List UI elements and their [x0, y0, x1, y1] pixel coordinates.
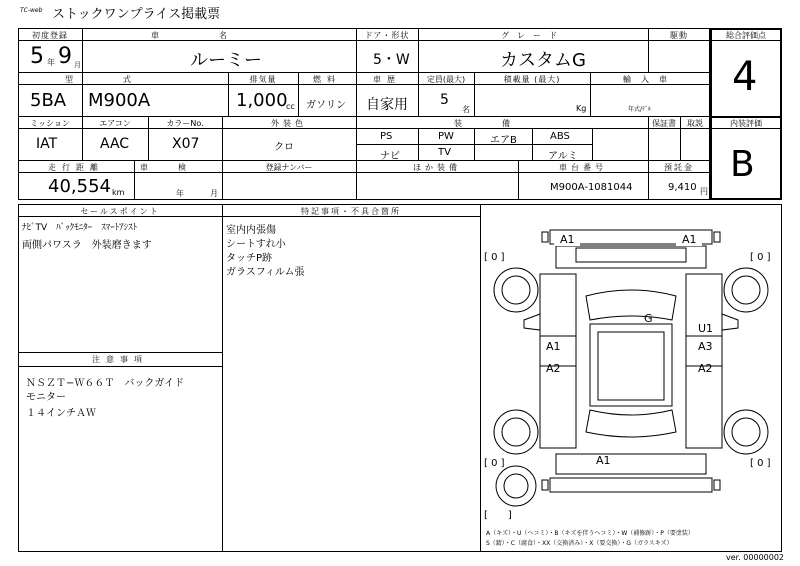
label-equipment: 装備: [454, 119, 550, 128]
special-note-line2: シートすれ小: [226, 239, 286, 250]
exterior-color: クロ: [274, 142, 294, 153]
label-door-shape: ドア・形状: [364, 31, 410, 40]
tire-rl-value: [ 0 ]: [484, 458, 505, 469]
car-name: ルーミー: [190, 50, 262, 71]
aircon: AAC: [100, 136, 130, 152]
displacement-unit: cc: [286, 102, 295, 111]
label-mission: ミッション: [30, 119, 70, 128]
label-price: 預託金: [664, 163, 694, 172]
mark-rear: A1: [596, 454, 611, 467]
equip-ab: エアB: [490, 135, 517, 146]
price: 9,410: [668, 182, 697, 193]
spare-value: [ ]: [484, 510, 512, 521]
car-diagram: [480, 216, 782, 526]
mark-right-rear-door: A2: [698, 362, 713, 375]
special-note-line3: タッチP跡: [226, 253, 273, 264]
model: M900A: [88, 90, 151, 111]
mark-roof: G: [644, 312, 653, 325]
tire-front-right: [724, 268, 768, 312]
tire-rr-value: [ 0 ]: [750, 458, 771, 469]
label-first-reg: 初度登録: [32, 31, 68, 40]
label-reg-number: 登録ナンバー: [265, 163, 313, 172]
doors: 5・W: [373, 52, 410, 68]
label-car-name: 車名: [151, 31, 287, 40]
label-color: カラーNo.: [166, 119, 204, 128]
equip-ps: PS: [380, 131, 393, 142]
label-exterior-color: 外装色: [271, 119, 307, 128]
mark-front-right: A1: [682, 233, 697, 246]
page-title: ストックワンプライス掲載票: [52, 7, 221, 22]
equip-navi: ナビ: [380, 151, 400, 162]
displacement: 1,000: [236, 90, 288, 111]
equip-pw: PW: [438, 131, 454, 142]
label-inspection: 車検: [140, 163, 216, 172]
insp-year-unit: 年: [176, 189, 184, 198]
label-special-notes: 特記事項・不具合箇所: [301, 207, 401, 216]
label-aircon: エアコン: [99, 119, 131, 128]
caution-line2: モニター: [26, 392, 66, 403]
overall-score: 4: [732, 54, 758, 100]
chassis-number: M900A-1081044: [550, 182, 633, 193]
color-no: X07: [172, 136, 200, 152]
label-chassis-number: 車台番号: [559, 163, 607, 172]
label-manual: 取説: [687, 119, 703, 128]
equip-tv: TV: [438, 147, 451, 158]
tire-front-left: [494, 268, 538, 312]
mark-right-upper: U1: [698, 322, 714, 335]
insp-month-unit: 月: [210, 189, 218, 198]
grade: カスタムG: [500, 50, 586, 71]
special-note-line1: 室内内張傷: [226, 225, 276, 236]
label-import: 輸入車: [623, 75, 677, 84]
label-warranty: 保証書: [652, 119, 676, 128]
special-note-line4: ガラスフィルム張: [226, 267, 305, 278]
tire-rear-left: [494, 410, 538, 454]
mark-left-front-door: A1: [546, 340, 561, 353]
reg-year-unit: 年: [47, 58, 55, 67]
capacity: 5: [440, 92, 449, 108]
label-model: 型式: [65, 75, 181, 84]
reg-year: 5: [30, 44, 44, 69]
label-sales-points: セールスポイント: [80, 207, 160, 216]
label-drive: 駆動: [670, 31, 688, 40]
model-prefix: 5BA: [30, 90, 67, 111]
interior-score: B: [730, 144, 755, 185]
legend-line2: S（錆）・C（腐食）・XX（交換済み）・X（要交換）・G（ガラスキズ）: [486, 540, 673, 547]
mark-front-left: A1: [560, 233, 575, 246]
label-history: 車歴: [373, 75, 401, 84]
logo: TC-web: [20, 7, 43, 14]
sales-point-line1: ﾅﾋﾞTV ﾊﾞｯｸﾓﾆﾀｰ ｽﾏｰﾄｱｼｽﾄ: [22, 223, 138, 233]
fuel: ガソリン: [306, 100, 346, 111]
equip-abs: ABS: [550, 131, 570, 142]
label-fuel: 燃料: [313, 75, 341, 84]
reg-month: 9: [58, 44, 72, 69]
label-mileage: 走行距離: [48, 163, 104, 172]
label-displacement: 排気量: [249, 75, 277, 84]
sales-point-line2: 両側パワスラ 外装磨きます: [22, 240, 152, 251]
mark-right-front-door: A3: [698, 340, 713, 353]
label-grade: グレード: [501, 31, 565, 40]
label-interior-score: 内装評価: [730, 119, 762, 128]
info-table: [18, 28, 710, 200]
payload-unit: Kg: [576, 104, 587, 113]
capacity-unit: 名: [462, 105, 470, 114]
mileage-unit: km: [112, 188, 125, 197]
tire-fl-value: [ 0 ]: [484, 252, 505, 263]
caution-line1: ＮＳＺＴ−Ｗ６６Ｔ バックガイド: [26, 378, 185, 389]
label-overall-score: 総合評価点: [726, 31, 766, 40]
label-payload: 積載量 (最大): [503, 75, 561, 84]
label-other-equipment: ほか装備: [413, 163, 461, 172]
price-unit: 円: [700, 187, 708, 196]
import-note: 年式/ﾃﾞﾙ: [628, 106, 652, 113]
mileage: 40,554: [48, 176, 111, 197]
reg-month-unit: 月: [74, 61, 81, 69]
label-cautions: 注意事項: [92, 355, 148, 364]
mission: IAT: [36, 136, 58, 152]
tire-fr-value: [ 0 ]: [750, 252, 771, 263]
legend-line1: A（キズ）・U（ヘコミ）・B（キズを伴うヘコミ）・W（補修跡）・P（要塗装）: [486, 530, 694, 537]
version: ver. 00000002: [726, 553, 785, 562]
caution-line3: １４インチＡＷ: [26, 408, 96, 419]
tire-rear-right: [724, 410, 768, 454]
mark-left-rear-door: A2: [546, 362, 561, 375]
history: 自家用: [366, 97, 408, 113]
label-capacity: 定員(最大): [426, 75, 466, 84]
equip-alumi: アルミ: [548, 151, 578, 162]
spare-tire: [496, 466, 536, 506]
